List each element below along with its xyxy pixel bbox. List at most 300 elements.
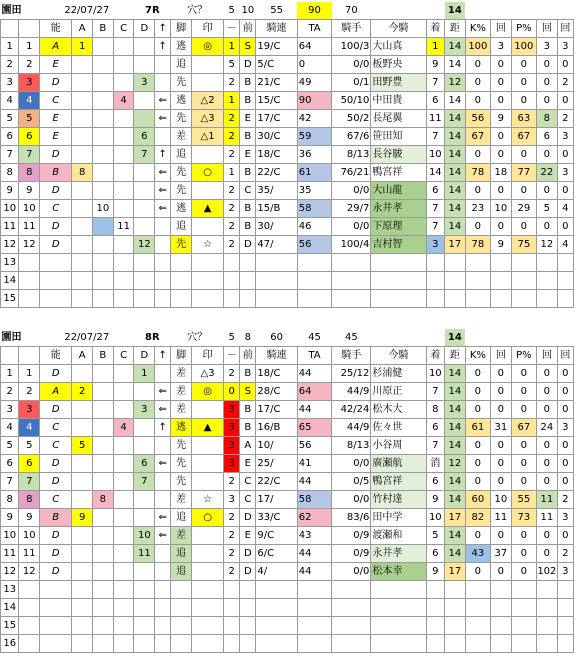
- table-cell: [240, 617, 256, 635]
- table-cell: [72, 365, 93, 383]
- table-cell: 0: [511, 182, 536, 200]
- table-cell: 14: [445, 419, 466, 437]
- table-cell: 0: [491, 92, 512, 110]
- table-cell: [113, 272, 134, 290]
- table-cell: 先: [171, 236, 192, 254]
- table-cell: C: [40, 419, 72, 437]
- table-cell: 2: [1, 383, 19, 401]
- table-cell: [93, 635, 114, 653]
- column-header: P%: [511, 347, 536, 365]
- table-cell: [224, 599, 240, 617]
- table-cell: [72, 218, 93, 236]
- table-cell: [40, 290, 72, 308]
- table-cell: 0: [491, 146, 512, 164]
- table-cell: 9: [72, 509, 93, 527]
- table-cell: [155, 128, 171, 146]
- table-cell: ⇐: [155, 455, 171, 473]
- table-cell: 7: [134, 473, 155, 491]
- table-cell: 6: [134, 128, 155, 146]
- table-cell: 0: [465, 563, 490, 581]
- table-cell: 3: [19, 74, 40, 92]
- table-cell: 1: [426, 38, 444, 56]
- table-cell: 中田貴: [371, 92, 426, 110]
- table-row: [1, 38, 574, 56]
- table-cell: [72, 419, 93, 437]
- table-cell: 2: [224, 200, 240, 218]
- table-cell: 7: [426, 128, 444, 146]
- table-cell: [134, 38, 155, 56]
- table-cell: 19/C: [256, 38, 297, 56]
- table-cell: 3: [537, 38, 558, 56]
- table-cell: 17/: [256, 491, 297, 509]
- table-cell: [93, 617, 114, 635]
- table-cell: 12: [445, 74, 466, 92]
- table-cell: 3: [134, 401, 155, 419]
- table-cell: 0/0: [332, 182, 371, 200]
- table-cell: 2: [224, 473, 240, 491]
- table-cell: 5/C: [256, 56, 297, 74]
- table-cell: ⇐: [155, 110, 171, 128]
- table-cell: [113, 437, 134, 455]
- table-cell: 9: [491, 236, 512, 254]
- table-cell: [134, 599, 155, 617]
- table-cell: 0: [224, 383, 240, 401]
- table-cell: 10: [1, 527, 19, 545]
- table-cell: 46: [297, 218, 332, 236]
- column-header: 能: [40, 347, 72, 365]
- table-cell: 8: [426, 401, 444, 419]
- table-cell: [72, 491, 93, 509]
- column-header: 距: [445, 347, 466, 365]
- table-cell: B: [240, 365, 256, 383]
- table-cell: 13: [1, 581, 19, 599]
- header-value: 60: [270, 332, 283, 343]
- table-cell: 3: [1, 74, 19, 92]
- table-cell: 先: [171, 437, 192, 455]
- table-cell: 6/C: [256, 545, 297, 563]
- table-cell: [113, 563, 134, 581]
- table-cell: 6: [1, 128, 19, 146]
- table-cell: 4: [557, 236, 573, 254]
- table-cell: [72, 290, 93, 308]
- table-cell: B: [240, 218, 256, 236]
- table-cell: 61: [465, 419, 490, 437]
- table-cell: 0/0: [332, 218, 371, 236]
- table-cell: 0: [511, 563, 536, 581]
- table-cell: 0: [537, 545, 558, 563]
- table-row: [1, 74, 574, 92]
- table-cell: [19, 290, 40, 308]
- table-cell: 11: [537, 491, 558, 509]
- table-cell: [155, 491, 171, 509]
- table-row: [1, 110, 574, 128]
- table-cell: [134, 254, 155, 272]
- table-cell: [171, 290, 192, 308]
- table-cell: 追: [171, 218, 192, 236]
- table-cell: 7: [426, 437, 444, 455]
- table-cell: [511, 617, 536, 635]
- table-cell: 1: [224, 92, 240, 110]
- table-cell: 67: [511, 128, 536, 146]
- table-cell: 59: [297, 128, 332, 146]
- table-cell: 58: [297, 491, 332, 509]
- race-number: 7R: [145, 5, 160, 16]
- table-cell: 大山真: [371, 38, 426, 56]
- table-cell: [191, 146, 223, 164]
- table-cell: 0: [465, 437, 490, 455]
- table-cell: 0: [465, 455, 490, 473]
- blank-cell: [1, 347, 19, 365]
- table-cell: B: [40, 164, 72, 182]
- table-cell: D: [40, 218, 72, 236]
- table-cell: ⇐: [155, 527, 171, 545]
- table-cell: [19, 581, 40, 599]
- table-cell: [134, 56, 155, 74]
- table-cell: 29/7: [332, 200, 371, 218]
- table-cell: [72, 545, 93, 563]
- table-cell: [19, 272, 40, 290]
- table-cell: 0: [465, 365, 490, 383]
- table-cell: 9: [426, 563, 444, 581]
- table-cell: [537, 617, 558, 635]
- table-cell: [40, 617, 72, 635]
- header-value: 8: [244, 332, 252, 343]
- table-cell: 0: [557, 56, 573, 74]
- table-cell: S: [240, 383, 256, 401]
- table-cell: [191, 56, 223, 74]
- table-cell: 0: [465, 56, 490, 74]
- table-cell: [224, 254, 240, 272]
- table-cell: 0: [491, 74, 512, 92]
- table-cell: 73: [511, 509, 536, 527]
- table-cell: 67: [465, 128, 490, 146]
- table-cell: 11: [1, 218, 19, 236]
- column-header: 前: [240, 347, 256, 365]
- table-cell: [297, 254, 332, 272]
- table-cell: 11: [134, 545, 155, 563]
- table-cell: 0: [557, 92, 573, 110]
- table-cell: [240, 290, 256, 308]
- table-cell: 67: [511, 419, 536, 437]
- table-cell: ○: [191, 509, 223, 527]
- table-cell: A: [240, 437, 256, 455]
- blank-cell: [19, 20, 40, 38]
- table-cell: [155, 599, 171, 617]
- blank-cell: [465, 2, 573, 20]
- table-cell: 100/3: [332, 38, 371, 56]
- table-cell: [537, 272, 558, 290]
- table-cell: [191, 527, 223, 545]
- table-cell: 8: [72, 164, 93, 182]
- table-cell: 0: [465, 146, 490, 164]
- table-cell: 0: [491, 128, 512, 146]
- table-cell: 42/24: [332, 401, 371, 419]
- table-cell: 0: [511, 527, 536, 545]
- table-cell: 64: [297, 38, 332, 56]
- table-cell: [426, 254, 444, 272]
- table-row: [1, 383, 574, 401]
- table-cell: D: [40, 182, 72, 200]
- table-cell: [256, 617, 297, 635]
- table-cell: 14: [445, 473, 466, 491]
- table-cell: [297, 617, 332, 635]
- table-cell: [113, 110, 134, 128]
- table-cell: 6: [1, 455, 19, 473]
- table-cell: [40, 635, 72, 653]
- table-cell: [491, 254, 512, 272]
- table-cell: 13: [1, 254, 19, 272]
- table-cell: 2: [224, 563, 240, 581]
- table-cell: C: [240, 182, 256, 200]
- table-cell: [465, 254, 490, 272]
- table-cell: 逃: [171, 419, 192, 437]
- table-cell: 逃: [171, 200, 192, 218]
- column-header: 能: [40, 20, 72, 38]
- table-cell: E: [40, 56, 72, 74]
- table-cell: ↑: [155, 146, 171, 164]
- table-cell: [72, 56, 93, 74]
- column-header: 着: [426, 20, 444, 38]
- table-cell: C: [240, 473, 256, 491]
- table-cell: B: [40, 509, 72, 527]
- table-cell: [445, 617, 466, 635]
- table-cell: [134, 200, 155, 218]
- table-cell: [465, 581, 490, 599]
- table-row: [1, 401, 574, 419]
- table-cell: 0: [465, 74, 490, 92]
- table-cell: 0/0: [332, 56, 371, 74]
- table-cell: 2: [224, 545, 240, 563]
- table-cell: 8: [1, 491, 19, 509]
- blank-cell: [371, 2, 426, 20]
- race-number: 8R: [145, 332, 160, 343]
- table-cell: [93, 38, 114, 56]
- table-cell: 鴨宮祥: [371, 164, 426, 182]
- blank-cell: [371, 329, 426, 347]
- table-cell: 11: [491, 509, 512, 527]
- table-cell: [557, 599, 573, 617]
- table-cell: 8: [537, 110, 558, 128]
- table-cell: 長尾翼: [371, 110, 426, 128]
- table-cell: ⇐: [155, 92, 171, 110]
- table-cell: [155, 254, 171, 272]
- table-cell: 追: [171, 56, 192, 74]
- table-cell: 3: [426, 236, 444, 254]
- table-cell: 58: [297, 200, 332, 218]
- table-cell: [93, 272, 114, 290]
- table-cell: 渡瀬和: [371, 527, 426, 545]
- table-cell: 佐々世: [371, 419, 426, 437]
- table-cell: 6: [426, 473, 444, 491]
- table-cell: [72, 146, 93, 164]
- ana-label: 穴？: [187, 5, 208, 16]
- table-cell: 100: [511, 38, 536, 56]
- table-cell: D: [240, 563, 256, 581]
- table-row: [1, 290, 574, 308]
- table-cell: 44: [297, 401, 332, 419]
- table-cell: D: [40, 563, 72, 581]
- table-row: [1, 254, 574, 272]
- table-cell: [224, 290, 240, 308]
- table-cell: 14: [445, 383, 466, 401]
- table-cell: [465, 290, 490, 308]
- table-cell: 11: [113, 218, 134, 236]
- table-cell: [113, 290, 134, 308]
- table-cell: [93, 56, 114, 74]
- table-cell: 30/: [256, 218, 297, 236]
- table-cell: 8: [19, 164, 40, 182]
- table-cell: 14: [445, 182, 466, 200]
- table-cell: 49: [297, 74, 332, 92]
- table-cell: △3: [191, 365, 223, 383]
- table-cell: ◎: [191, 383, 223, 401]
- table-cell: [93, 509, 114, 527]
- table-cell: [511, 254, 536, 272]
- table-cell: D: [240, 509, 256, 527]
- table-cell: 50/10: [332, 92, 371, 110]
- table-cell: [371, 617, 426, 635]
- table-cell: [134, 491, 155, 509]
- column-header: 印: [191, 20, 223, 38]
- table-cell: [113, 401, 134, 419]
- table-cell: [113, 455, 134, 473]
- table-cell: [93, 581, 114, 599]
- table-cell: 0: [511, 146, 536, 164]
- table-cell: 0: [491, 383, 512, 401]
- table-cell: 56: [297, 437, 332, 455]
- table-cell: [511, 581, 536, 599]
- table-cell: [191, 545, 223, 563]
- table-cell: ↑: [155, 38, 171, 56]
- venue-label: 園田: [1, 5, 22, 16]
- table-cell: [113, 146, 134, 164]
- table-cell: [134, 290, 155, 308]
- table-cell: 0: [511, 74, 536, 92]
- table-cell: 2: [557, 491, 573, 509]
- table-cell: 9: [491, 110, 512, 128]
- table-cell: [93, 419, 114, 437]
- table-cell: 76/21: [332, 164, 371, 182]
- table-cell: 0: [537, 218, 558, 236]
- table-cell: 82: [465, 509, 490, 527]
- table-cell: 14: [445, 365, 466, 383]
- table-row: [1, 509, 574, 527]
- table-cell: 3: [557, 128, 573, 146]
- table-cell: [93, 365, 114, 383]
- table-cell: S: [240, 38, 256, 56]
- table-cell: [297, 635, 332, 653]
- table-cell: [557, 254, 573, 272]
- table-cell: [297, 272, 332, 290]
- table-cell: 0: [511, 473, 536, 491]
- table-cell: 75: [511, 236, 536, 254]
- table-cell: 2: [224, 236, 240, 254]
- table-cell: 14: [1, 599, 19, 617]
- table-cell: [256, 635, 297, 653]
- column-header: P%: [511, 20, 536, 38]
- table-cell: 25/12: [332, 365, 371, 383]
- table-cell: [155, 437, 171, 455]
- table-cell: 0/0: [332, 563, 371, 581]
- table-cell: 14: [1, 272, 19, 290]
- table-cell: [191, 437, 223, 455]
- table-row: [1, 527, 574, 545]
- table-cell: [191, 455, 223, 473]
- table-cell: 78: [465, 164, 490, 182]
- table-cell: [191, 599, 223, 617]
- table-cell: 0: [537, 92, 558, 110]
- table-cell: 4: [557, 200, 573, 218]
- table-cell: 2: [224, 128, 240, 146]
- table-cell: A: [40, 383, 72, 401]
- table-cell: [93, 455, 114, 473]
- table-cell: [224, 272, 240, 290]
- table-cell: [93, 290, 114, 308]
- table-cell: 3: [224, 419, 240, 437]
- table-cell: 0: [511, 401, 536, 419]
- table-cell: 追: [171, 509, 192, 527]
- table-cell: 2: [224, 146, 240, 164]
- table-cell: 0: [557, 527, 573, 545]
- table-cell: 14: [445, 218, 466, 236]
- table-cell: [191, 218, 223, 236]
- table-cell: 7: [1, 473, 19, 491]
- table-cell: 0: [537, 365, 558, 383]
- table-cell: [93, 383, 114, 401]
- table-cell: ⇐: [155, 401, 171, 419]
- table-cell: [371, 272, 426, 290]
- table-cell: D: [40, 365, 72, 383]
- table-cell: [191, 617, 223, 635]
- table-cell: [557, 617, 573, 635]
- table-cell: 10: [426, 365, 444, 383]
- table-cell: 2: [1, 56, 19, 74]
- table-row: [1, 617, 574, 635]
- table-cell: 田野豊: [371, 74, 426, 92]
- table-cell: 35/: [256, 182, 297, 200]
- table-cell: 長谷駿: [371, 146, 426, 164]
- table-cell: 50/2: [332, 110, 371, 128]
- race-header: [1, 329, 574, 347]
- table-cell: [445, 254, 466, 272]
- table-cell: 4/: [256, 563, 297, 581]
- table-cell: [332, 290, 371, 308]
- table-cell: [155, 581, 171, 599]
- column-header: 回: [491, 20, 512, 38]
- race-date: 22/07/27: [64, 5, 110, 16]
- table-cell: [93, 563, 114, 581]
- table-row: [1, 437, 574, 455]
- table-cell: ⇐: [155, 164, 171, 182]
- table-cell: 4: [19, 92, 40, 110]
- table-cell: [93, 545, 114, 563]
- table-cell: [113, 635, 134, 653]
- table-cell: 5: [426, 527, 444, 545]
- table-cell: [72, 635, 93, 653]
- table-cell: 4: [113, 92, 134, 110]
- venue-label: 園田: [1, 332, 22, 343]
- table-cell: [93, 401, 114, 419]
- table-cell: [491, 635, 512, 653]
- table-cell: 0: [491, 527, 512, 545]
- table-cell: 10: [1, 200, 19, 218]
- column-header: 回: [537, 20, 558, 38]
- header-value: 5: [228, 5, 235, 16]
- table-cell: [240, 272, 256, 290]
- table-cell: 9: [1, 509, 19, 527]
- table-cell: 102: [537, 563, 558, 581]
- table-cell: [224, 581, 240, 599]
